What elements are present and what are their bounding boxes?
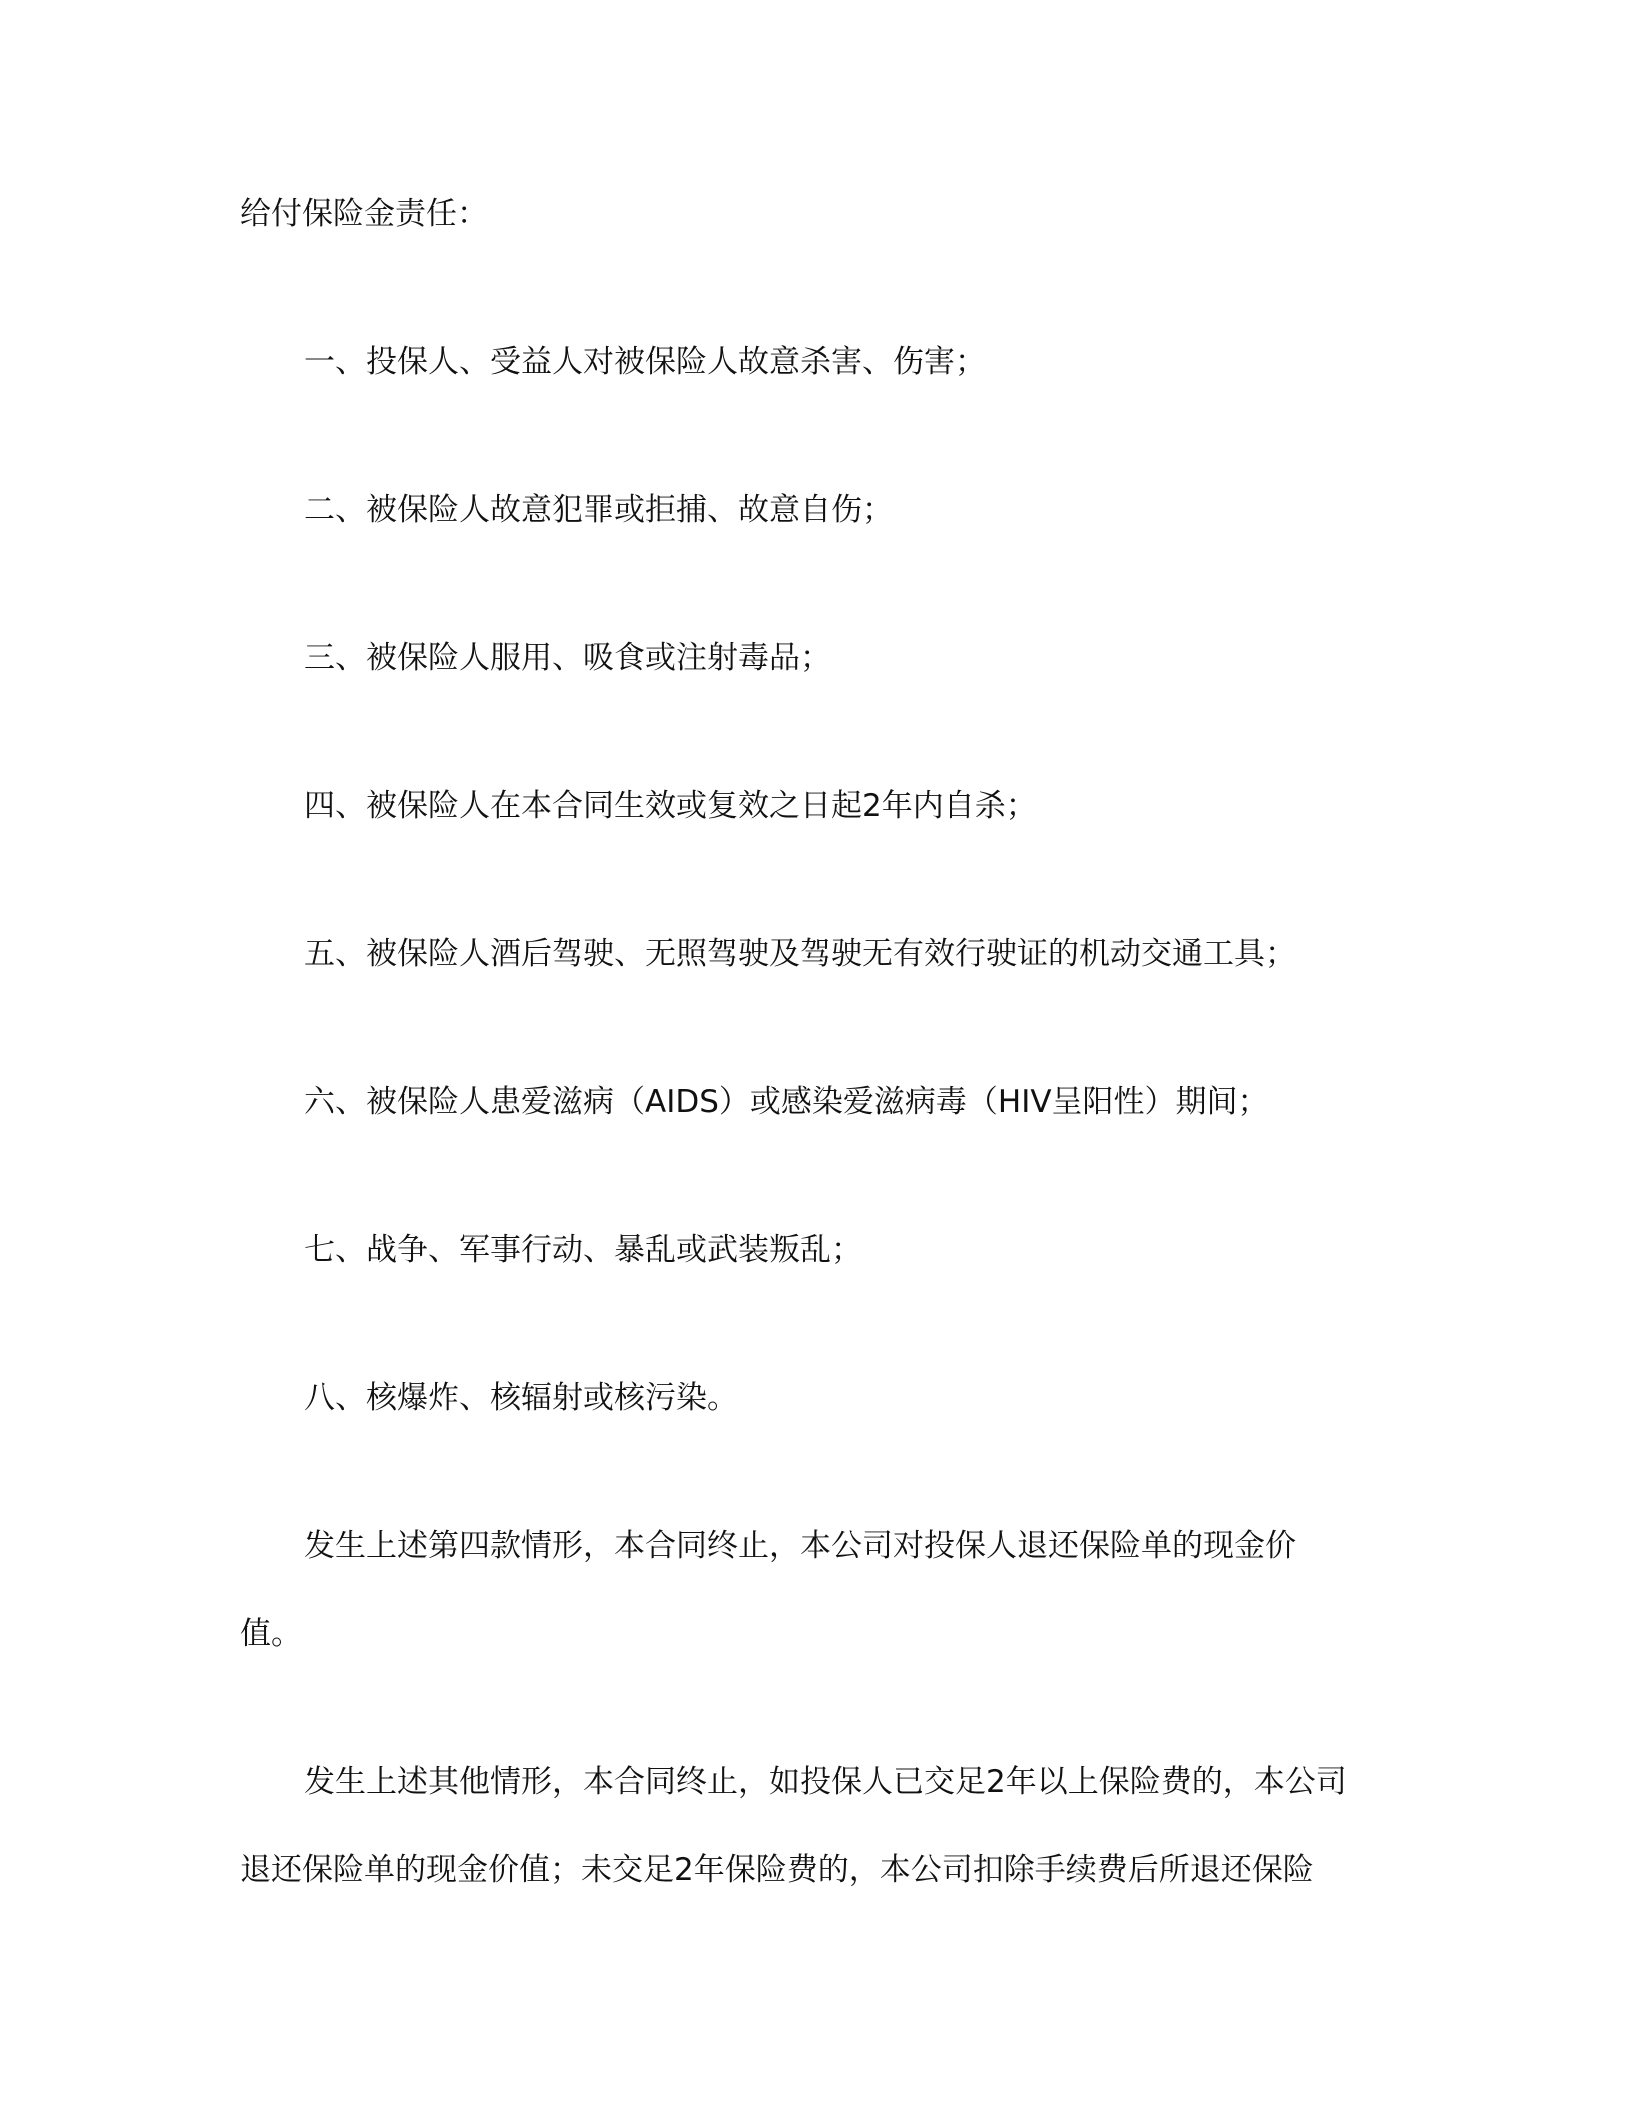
exclusion-item-1: 一、投保人、受益人对被保险人故意杀害、伤害； [304,344,986,380]
paragraph-1-line-1: 发生上述第四款情形，本合同终止，本公司对投保人退还保险单的现金价 [304,1528,1296,1564]
exclusion-item-5: 五、被保险人酒后驾驶、无照驾驶及驾驶无有效行驶证的机动交通工具； [304,936,1296,972]
exclusion-item-6: 六、被保险人患爱滋病（AIDS）或感染爱滋病毒（HIV呈阳性）期间； [304,1084,1269,1120]
exclusion-item-7: 七、战争、军事行动、暴乱或武装叛乱； [304,1232,862,1268]
exclusion-item-8: 八、核爆炸、核辐射或核污染。 [304,1380,738,1416]
exclusion-item-4: 四、被保险人在本合同生效或复效之日起2年内自杀； [304,788,1037,824]
section-heading: 给付保险金责任： [240,196,488,232]
exclusion-item-2: 二、被保险人故意犯罪或拒捕、故意自伤； [304,492,893,528]
paragraph-2-line-1: 发生上述其他情形，本合同终止，如投保人已交足2年以上保险费的，本公司 [304,1764,1347,1800]
exclusion-item-3: 三、被保险人服用、吸食或注射毒品； [304,640,831,676]
paragraph-1-line-2: 值。 [240,1616,302,1652]
paragraph-2-line-2: 退还保险单的现金价值；未交足2年保险费的，本公司扣除手续费后所退还保险 [240,1852,1314,1888]
